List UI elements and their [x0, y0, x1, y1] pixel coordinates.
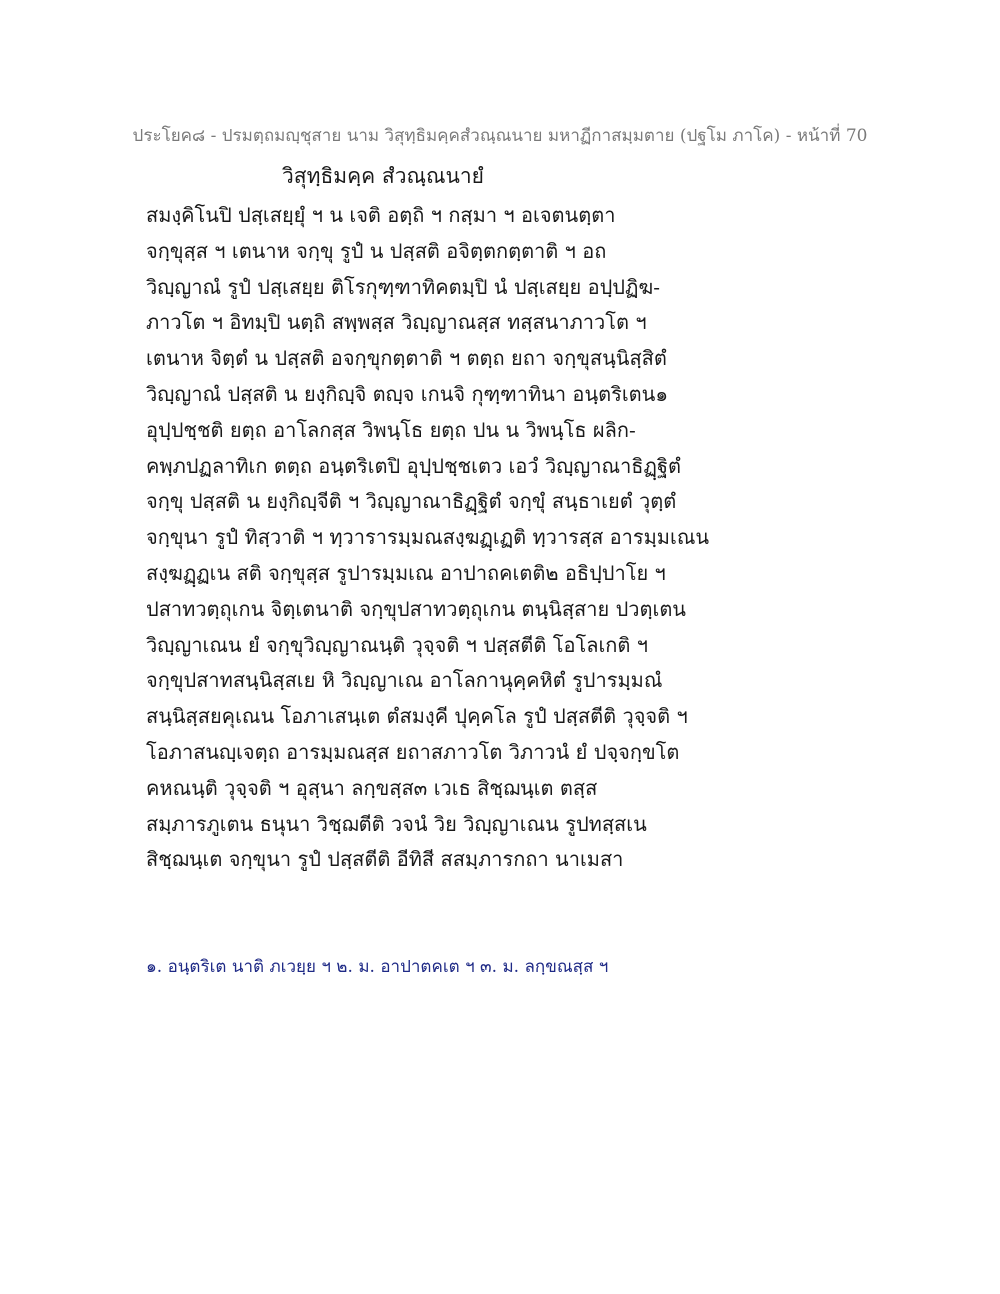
- text-line: สมฺภารภูเตน ธนุนา วิชฺฌตีติ วจนํ วิย วิญฺญาเณน รูปทสฺสเน: [146, 811, 647, 836]
- running-header: ประโยค๘ - ปรมตฺถมญฺชุสาย นาม วิสุทฺธิมคฺคสํวณฺณนาย มหาฏีกาสมฺมตาย (ปฐโม ภาโค) - หน้าที่ 70: [132, 126, 868, 146]
- text-line: เตนาห จิตฺตํ น ปสฺสติ อจกฺขุกตฺตาติ ฯ ตตฺถ ยถา จกฺขุสนฺนิสฺสิตํ: [146, 346, 667, 371]
- text-line: วิญฺญาเณน ยํ จกฺขุวิญฺญาณนฺติ วุจฺจติ ฯ ปสฺสตีติ โอโลเกติ ฯ: [146, 632, 648, 657]
- section-title: วิสุทฺธิมคฺค สํวณฺณนายํ: [282, 164, 484, 188]
- text-line: ปสาทวตฺถุเกน จิตฺเตนาติ จกฺขุปสาทวตฺถุเกน ตนฺนิสฺสาย ปวตฺเตน: [146, 596, 686, 621]
- text-line: สิชฺฌนฺเต จกฺขุนา รูปํ ปสฺสตีติ อีทิสี สสมฺภารกถา นาเมสา: [146, 847, 624, 872]
- text-line: อุปฺปชฺชติ ยตฺถ อาโลกสฺส วิพนฺโธ ยตฺถ ปน น วิพนฺโธ ผลิก-: [146, 417, 636, 442]
- text-line: จกฺขุ ปสฺสติ น ยงฺกิญฺจีติ ฯ วิญฺญาณาธิฏฺฐิตํ จกฺขุํ สนฺธาเยตํ วุตฺตํ: [146, 489, 677, 514]
- text-line: คหณนฺติ วุจฺจติ ฯ อุสฺนา ลกฺขสฺส๓ เวเธ สิชฺฌนฺเต ตสฺส: [146, 775, 598, 800]
- text-line: โอภาสนญฺเจตฺถ อารมฺมณสฺส ยถาสภาวโต วิภาวนํ ยํ ปจฺจกฺขโต: [146, 739, 680, 764]
- text-line: จกฺขุนา รูปํ ทิสฺวาติ ฯ ทฺวารารมฺมณสงฺฆฏฺเฏติ ทฺวารสฺส อารมฺมเณน: [146, 525, 710, 550]
- text-line: จกฺขุปสาทสนฺนิสฺสเย หิ วิญฺญาเณ อาโลกานุคฺคหิตํ รูปารมฺมณํ: [146, 668, 663, 693]
- text-line: สมงฺคิโนปิ ปสฺเสยฺยุํ ฯ น เจติ อตฺถิ ฯ กสฺมา ฯ อเจตนตฺตา: [146, 203, 616, 227]
- text-line: วิญฺญาณํ รูปํ ปสฺเสยฺย ติโรกุฑฺฑาทิคตมฺปิ นํ ปสฺเสยฺย อปฺปฏิฆ-: [146, 274, 660, 299]
- footnotes: ๑. อนฺตริเต นาติ ภเวยฺย ฯ ๒. ม. อาปาตคเต ฯ ๓. ม. ลกฺขณสฺส ฯ: [146, 957, 609, 977]
- text-line: สนฺนิสฺสยคุเณน โอภาเสนฺเต ตํสมงฺคี ปุคฺคโล รูปํ ปสฺสตีติ วุจฺจติ ฯ: [146, 704, 688, 729]
- text-line: จกฺขุสฺส ฯ เตนาห จกฺขุ รูปํ น ปสฺสติ อจิตฺตกตฺตาติ ฯ อถ: [146, 238, 607, 263]
- text-line: สงฺฆฏฺฏเน สติ จกฺขุสฺส รูปารมฺมเณ อาปาถคเตติ๒ อธิปฺปาโย ฯ: [146, 560, 666, 585]
- text-line: ภาวโต ฯ อิทมฺปิ นตฺถิ สพฺพสฺส วิญฺญาณสฺส ทสฺสนาภาวโต ฯ: [146, 310, 647, 335]
- text-line: วิญฺญาณํ ปสฺสติ น ยงฺกิญฺจิ ตญฺจ เกนจิ กุฑฺฑาทินา อนฺตริเตน๑: [146, 381, 669, 406]
- body-text: [146, 198, 866, 878]
- text-line: คพฺภปฏลาทิเก ตตฺถ อนฺตริเตปิ อุปฺปชฺชเตว เอวํ วิญฺญาณาธิฏฺฐิตํ: [146, 453, 681, 478]
